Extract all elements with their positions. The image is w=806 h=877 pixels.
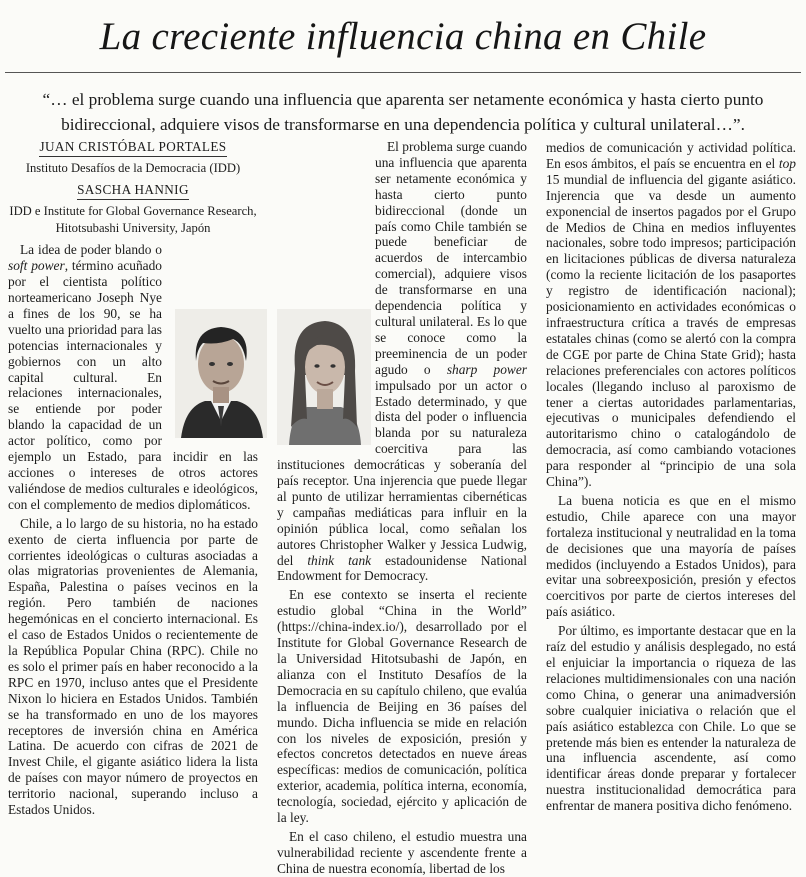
author-photo-portales <box>175 309 267 438</box>
paragraph: La idea de poder blando o soft power, término acuñado por el cientista político norteamericano Joseph Nye a fines de los 90, se ha vuelto una prioridad para las potencias internacionales y gobiernos con un alto capital cultural. En relaciones internacionales, se entiende por poder blando la capacidad de un actor político, como por ejemplo un Estado, para incidir en las acciones o intereses de otros actores valiéndose de medios culturales e ideológicos, con el complemento de medios diplomáticos. <box>8 242 258 512</box>
woman-portrait-icon <box>277 309 371 445</box>
author-name-2: SASCHA HANNIG <box>77 182 189 200</box>
paragraph: Chile, a lo largo de su historia, no ha estado exento de cierta influencia por parte de corrientes ideológicas o culturas asociadas a olas migratorias provenientes de Alemania, España, Palestina o países vecinos en la región. Pero también de naciones hegemónicas en el concierto internacional. Es el caso de Estados Unidos o recientemente de la República Popular China (RPC). Chile no es solo el primer país en haber reconocido a la RPC en 1970, incluso antes que el Presidente Nixon lo hiciera en Estados Unidos. También se ha transformado en uno de los mayores receptores de inversión china en América Latina. De acuerdo con cifras de 2021 de Invest Chile, el gigante asiático lidera la lista de países con mayor número de proyectos en territorio nacional, superando incluso a Estados Unidos. <box>8 515 258 818</box>
paragraph: En el caso chileno, el estudio muestra una vulnerabilidad reciente y ascendente frente a China de nuestra economía, libertad de los <box>277 828 527 876</box>
column-3 <box>546 140 796 814</box>
paragraph: Por último, es importante destacar que en la raíz del estudio y análisis desplegado, no está el enjuiciar la importancia o riqueza de las relaciones multidimensionales con una nación como China, o generar una animadversión sobre cualquier iniciativa o relación que el país asiático establezca con Chile. Lo que se pretende más bien es entender la naturaleza de una influencia ascendente, así como identificar áreas donde preparar y fortalecer nuestra institucionalidad democrática para enfrentar de manera positiva dicho fenómeno. <box>546 623 796 814</box>
author-block-1 <box>8 139 258 176</box>
author-block-2 <box>8 182 258 236</box>
author-affiliation-1: Instituto Desafíos de la Democracia (IDD) <box>25 160 241 175</box>
column-2 <box>277 139 527 877</box>
author-photo-hannig <box>277 309 371 445</box>
man-portrait-icon <box>175 309 267 438</box>
paragraph: El problema surge cuando una influencia que aparenta ser netamente económica y hasta cierto punto bidireccional (donde un país como Chile también se puede beneficiar de acuerdos de intercambio comercial), adquiere visos de transformarse en una dependencia política y cultural unilateral. Es lo que se conoce como la preeminencia de un poder agudo o sharp power impulsado por un actor o Estado determinado, y que dista del poder o influencia blanda por su naturaleza coercitiva para las instituciones democráticas y soberanía del país receptor. Una injerencia que puede llegar al punto de utilizar herramientas cibernéticas y campañas mediáticas para influir en la opinión pública local, como señalan los autores Christopher Walker y Jessica Ludwig, del think tank estadounidense National Endowment for Democracy. <box>277 139 527 584</box>
author-affiliation-2: IDD e Institute for Global Governance Research, Hitotsubashi University, Japón <box>9 204 257 235</box>
paragraph: En ese contexto se inserta el reciente estudio global “China in the World” (https://china-index.io/), desarrollado por el Institute for Global Governance Research de la Universidad Hitotsubashi de Japón, en alianza con el Instituto Desafíos de la Democracia en su capítulo chileno, que evalúa la influencia de Beijing en 36 países del mundo. Dicha influencia se mide en relación con los niveles de exposición, presión y efectos concretos detectados en nueve áreas específicas: medios de comunicación, política exterior, academia, política interna, economía, tecnología, sociedad, ejército y aplicación de la ley. <box>277 587 527 826</box>
paragraph: La buena noticia es que en el mismo estudio, Chile aparece con una mayor fortaleza institucional y neutralidad en la toma de decisiones que una mayoría de países medidos (incluyendo a Estados Unidos), para evitar una sobreexposición, presión y efectos coercitivos por parte de ciertos intereses del país asiático. <box>546 492 796 620</box>
pull-quote: “… el problema surge cuando una influencia que aparenta ser netamente económica y hasta cierto punto bidireccional, adquiere visos de transformarse en una dependencia política y cultural unilateral…”. <box>42 90 764 134</box>
article-title: La creciente influencia china en Chile <box>99 15 707 58</box>
title-divider <box>5 72 801 73</box>
column-1 <box>8 139 258 818</box>
author-name-1: JUAN CRISTÓBAL PORTALES <box>39 139 226 157</box>
paragraph: medios de comunicación y actividad política. En esos ámbitos, el país se encuentra en el top 15 mundial de influencia del gigante asiático. Injerencia que va desde un aumento exponencial de insertos pagados por el Grupo de Medios de China en medios influyentes nacionales, sobre todo impresos; participación en licitaciones públicas de diversa naturaleza (como la reciente licitación de los pasaportes y registro de identificación nacional); posicionamiento en actividades económicas o infraestructura crítica a través de empresas estatales chinas (como se alertó con la compra de CGE por parte de China State Grid); hasta relaciones preferenciales con actores políticos locales (llegando incluso al paroxismo de tener a ciertas autoridades parlamentarias, ejecutivas o municipales defendiendo el autoritarismo chino o catalogándolo de democracia, así como cambiando votaciones para responder al “principio de una sola China”). <box>546 140 796 490</box>
